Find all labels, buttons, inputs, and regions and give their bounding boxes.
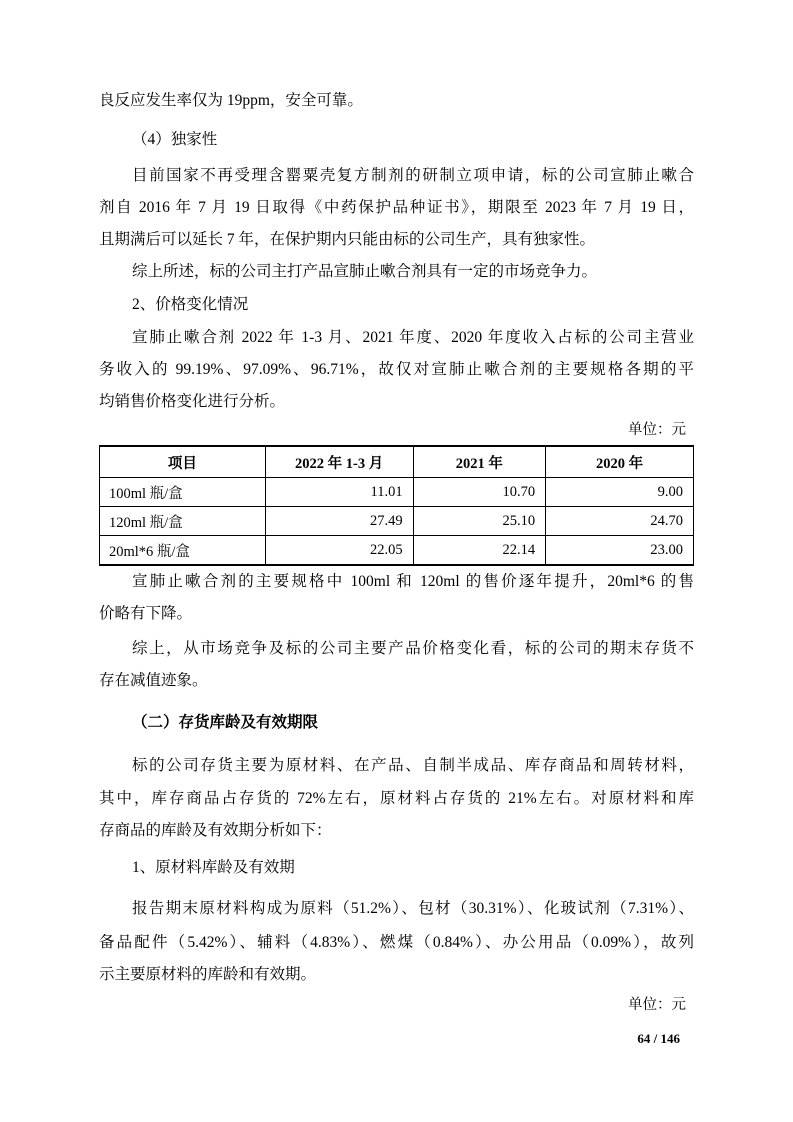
page-content bbox=[99, 85, 694, 1049]
table-cell-value: 22.05 bbox=[265, 536, 413, 566]
table-cell-item: 20ml*6 瓶/盒 bbox=[100, 536, 266, 566]
unit-label: 单位：元 bbox=[628, 422, 686, 438]
paragraph-line: 务收入的 99.19%、97.09%、96.71%，故仅对宣肺止嗽合剂的主要规格各期的平 bbox=[99, 361, 694, 378]
table-cell-value: 25.10 bbox=[413, 507, 545, 536]
table-cell-value: 10.70 bbox=[413, 478, 545, 507]
table-row bbox=[100, 507, 694, 536]
price-table-header bbox=[100, 446, 694, 478]
table-row bbox=[100, 478, 694, 507]
table-cell-value: 9.00 bbox=[546, 478, 694, 507]
paragraph-line: 示主要原材料的库龄和有效期。 bbox=[99, 966, 317, 983]
paragraph-line: 备品配件（5.42%）、辅料（4.83%）、燃煤（0.84%）、办公用品（0.09%），故列 bbox=[99, 934, 694, 951]
subheading-exclusivity: （4）独家性 bbox=[132, 131, 218, 148]
table-cell-item: 120ml 瓶/盒 bbox=[100, 507, 266, 536]
paragraph-line: 存在减值迹象。 bbox=[99, 672, 208, 689]
table-cell-value: 24.70 bbox=[546, 507, 694, 536]
table-header-cell: 2021 年 bbox=[413, 446, 545, 478]
paragraph-line: 其中，库存商品占存货的 72%左右，原材料占存货的 21%左右。对原材料和库 bbox=[99, 790, 694, 807]
table-cell-value: 27.49 bbox=[265, 507, 413, 536]
table-header-cell: 2022 年 1-3 月 bbox=[265, 446, 413, 478]
paragraph-line: 报告期末原材料构成为原料（51.2%）、包材（30.31%）、化玻试剂（7.31%）、 bbox=[132, 900, 694, 917]
paragraph-line: 宣肺止嗽合剂 2022 年 1-3 月、2021 年度、2020 年度收入占标的公司主营业 bbox=[132, 329, 694, 346]
paragraph-line: 宣肺止嗽合剂的主要规格中 100ml 和 120ml 的售价逐年提升，20ml*6 的售 bbox=[132, 573, 694, 590]
paragraph-line: 价略有下降。 bbox=[99, 605, 193, 622]
price-table-body bbox=[100, 478, 694, 566]
paragraph-line: 良反应发生率仅为 19ppm，安全可靠。 bbox=[99, 92, 363, 109]
paragraph-line: 标的公司存货主要为原材料、在产品、自制半成品、库存商品和周转材料， bbox=[132, 757, 694, 774]
table-cell-item: 100ml 瓶/盒 bbox=[100, 478, 266, 507]
subheading-raw-material: 1、原材料库龄及有效期 bbox=[132, 859, 295, 876]
paragraph-line: 目前国家不再受理含罂粟壳复方制剂的研制立项申请，标的公司宣肺止嗽合 bbox=[132, 167, 694, 184]
subheading-price-change: 2、价格变化情况 bbox=[132, 296, 249, 313]
table-cell-value: 11.01 bbox=[265, 478, 413, 507]
table-cell-value: 23.00 bbox=[546, 536, 694, 566]
page-number: 64 / 146 bbox=[637, 1031, 680, 1046]
paragraph-line: 且期满后可以延长 7 年，在保护期内只能由标的公司生产，具有独家性。 bbox=[99, 231, 596, 248]
table-cell-value: 22.14 bbox=[413, 536, 545, 566]
paragraph-line: 均销售价格变化进行分析。 bbox=[99, 393, 286, 410]
table-row bbox=[100, 536, 694, 566]
price-table bbox=[99, 445, 694, 566]
paragraph-line: 存商品的库龄及有效期分析如下： bbox=[99, 822, 332, 839]
paragraph-line: 综上，从市场竞争及标的公司主要产品价格变化看，标的公司的期末存货不 bbox=[132, 640, 694, 657]
table-header-cell: 项目 bbox=[100, 446, 266, 478]
table-header-row bbox=[100, 446, 694, 478]
paragraph-line: 综上所述，标的公司主打产品宣肺止嗽合剂具有一定的市场竞争力。 bbox=[132, 263, 598, 280]
unit-label: 单位：元 bbox=[628, 997, 686, 1013]
section-heading-inventory-age: （二）存货库龄及有效期限 bbox=[132, 714, 319, 731]
paragraph-line: 剂自 2016 年 7 月 19 日取得《中药保护品种证书》，期限至 2023 年 7 月 19 日， bbox=[99, 199, 694, 216]
table-header-cell: 2020 年 bbox=[546, 446, 694, 478]
